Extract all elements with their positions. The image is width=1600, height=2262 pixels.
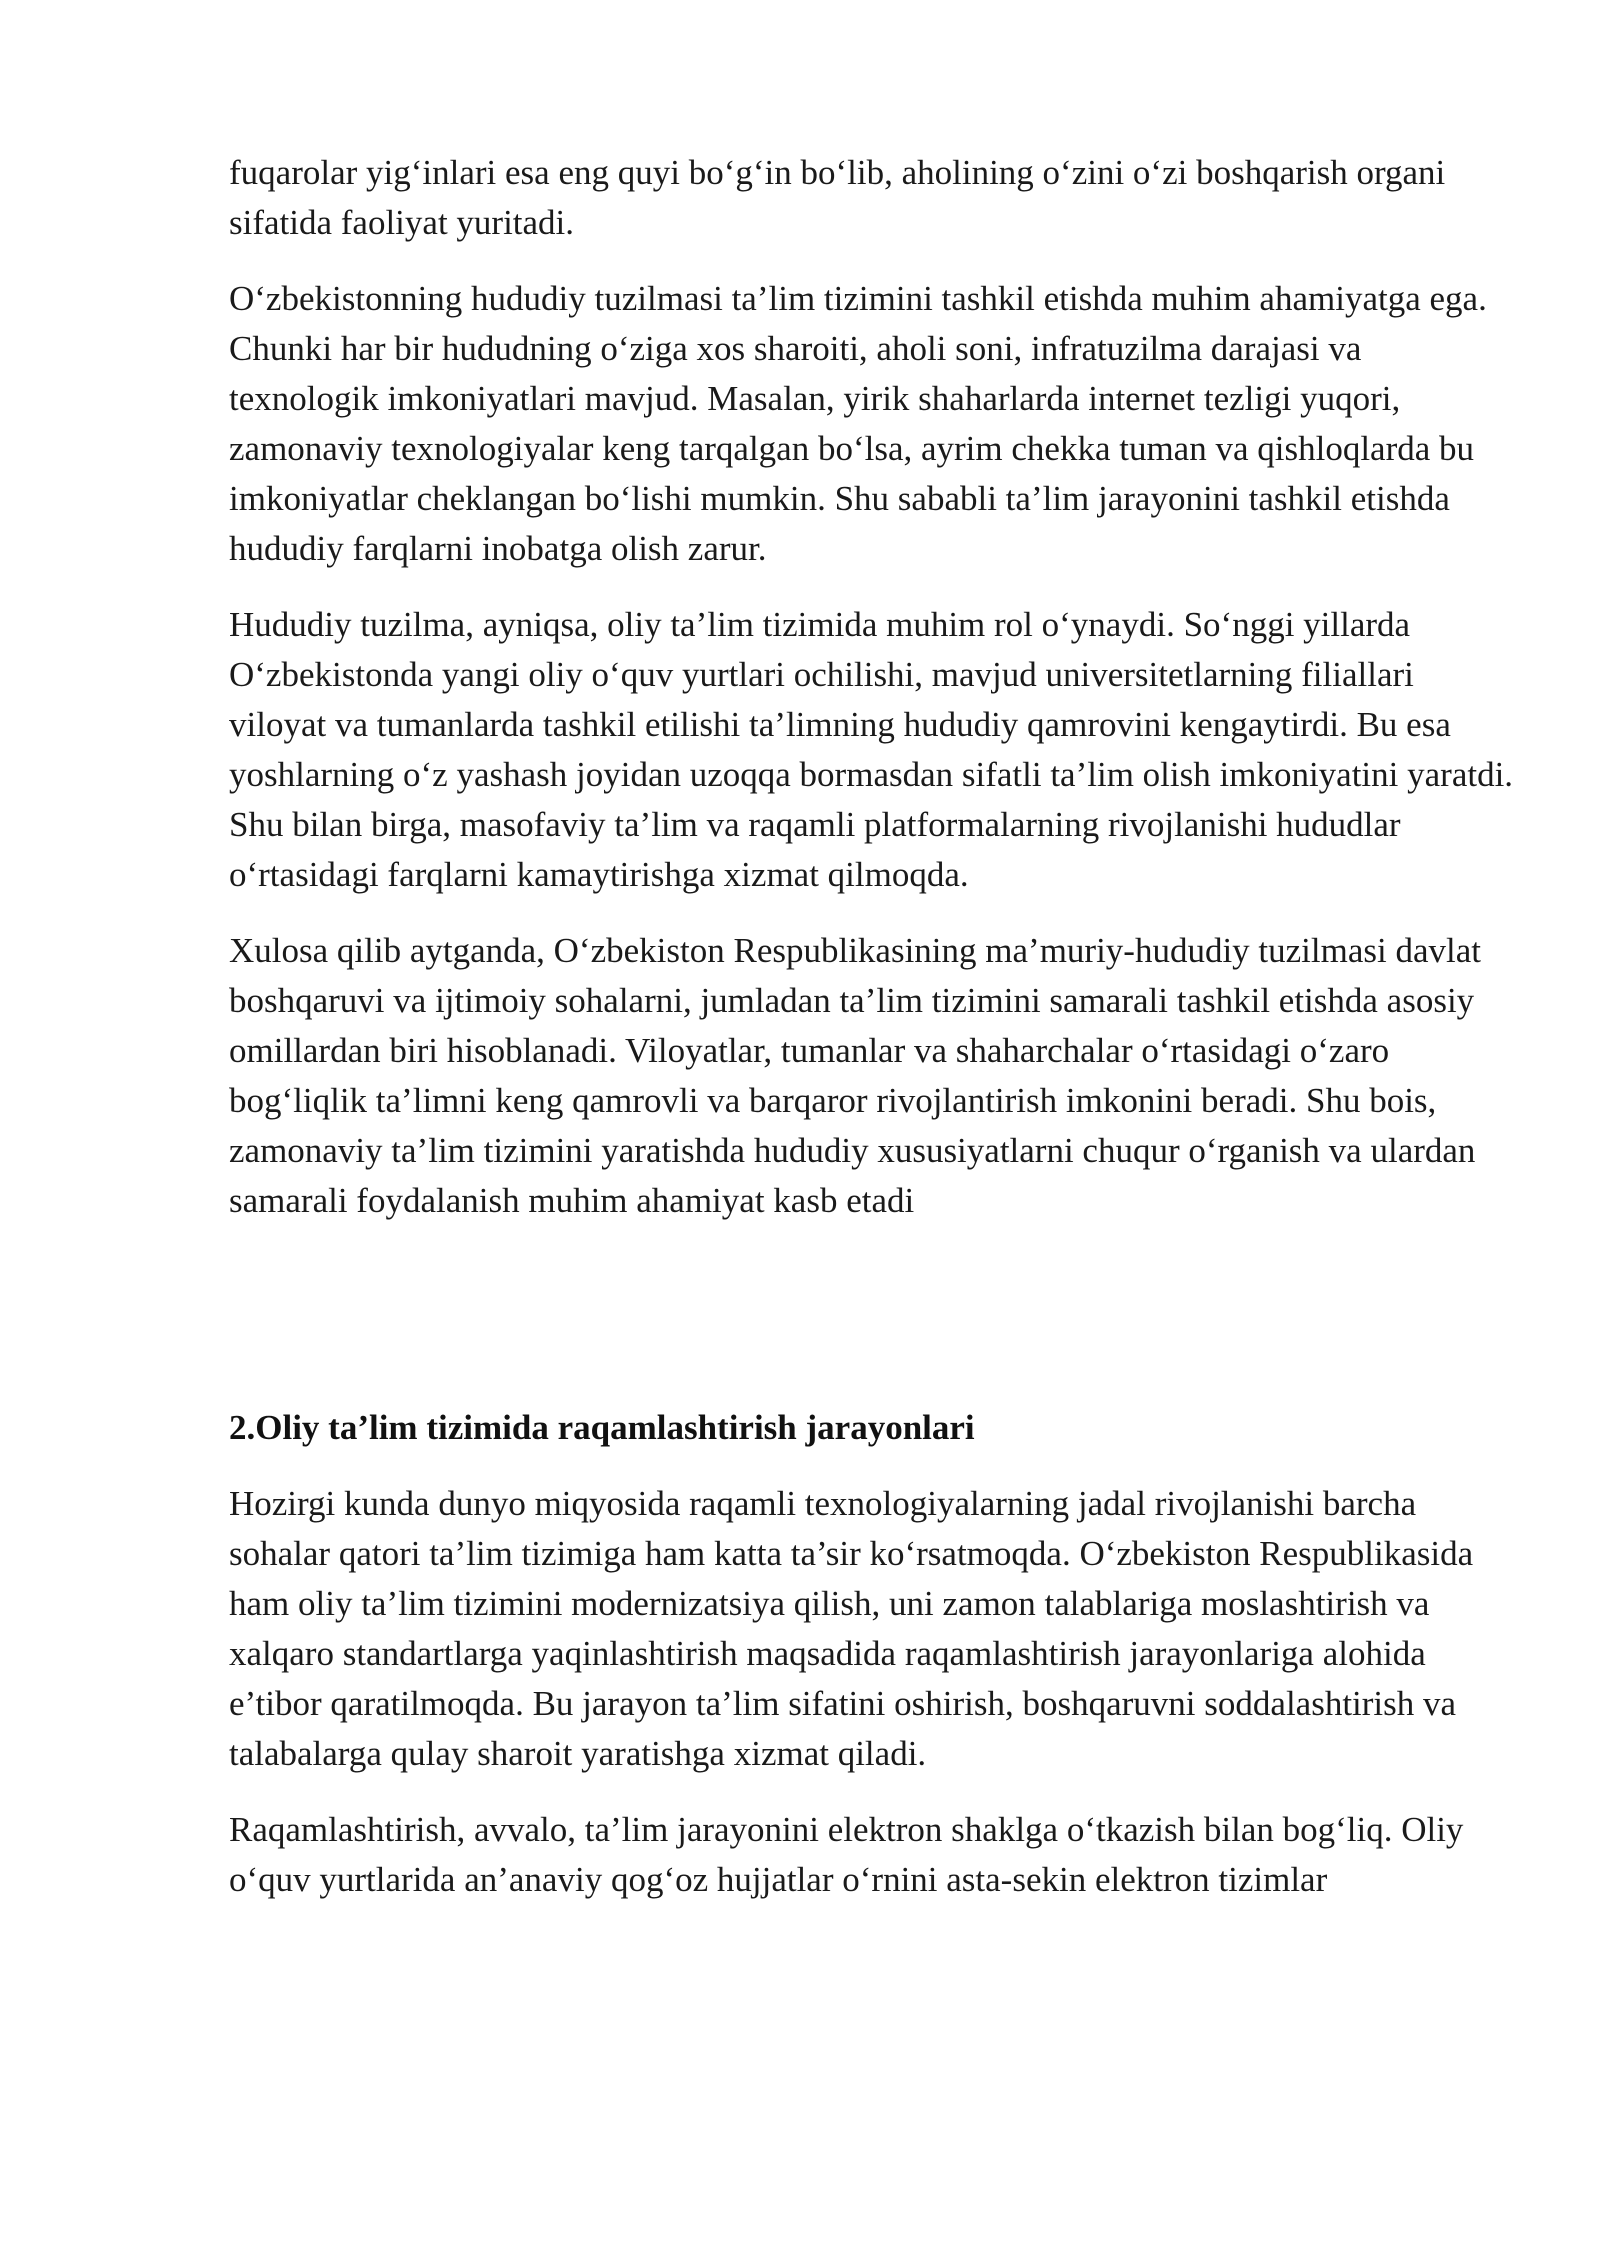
paragraph-territorial-structure: O‘zbekistonning hududiy tuzilmasi ta’lim tizimini tashkil etishda muhim ahamiyatga ega. Chunki har bir hududning o‘ziga xos sharoiti, aholi soni, infratuzilma darajasi va texnologik imkoniyatlari mavjud. Masalan, yirik shaharlarda internet tezligi yuqori, zamonaviy texnologiyalar keng tarqalgan bo‘lsa, ayrim chekka tuman va qishloqlarda bu imkoniyatlar cheklangan bo‘lishi mumkin. Shu sababli ta’lim jarayonini tashkil etishda hududiy farqlarni inobatga olish zarur. xyxy=(229,279,1487,568)
paragraph-digitalization: Raqamlashtirish, avvalo, ta’lim jarayonini elektron shaklga o‘tkazish bilan bog‘liq. Oliy o‘quv yurtlarida an’anaviy qog‘oz hujjatlar o‘rnini asta-sekin elektron tizimlar xyxy=(229,1810,1464,1899)
paragraph-digital-intro: Hozirgi kunda dunyo miqyosida raqamli texnologiyalarning jadal rivojlanishi barcha sohalar qatori ta’lim tizimiga ham katta ta’sir ko‘rsatmoqda. O‘zbekiston Respublikasida ham oliy ta’lim tizimini modernizatsiya qilish, uni zamon talablariga moslashtirish va xalqaro standartlarga yaqinlashtirish maqsadida raqamlashtirish jarayonlariga alohida e’tibor qaratilmoqda. Bu jarayon ta’lim sifatini oshirish, boshqaruvni soddalashtirish va talabalarga qulay sharoit yaratishga xizmat qiladi. xyxy=(229,1484,1474,1773)
paragraph-continuation: fuqarolar yig‘inlari esa eng quyi bo‘g‘in bo‘lib, aholining o‘zini o‘zi boshqarish organi sifatida faoliyat yuritadi. xyxy=(229,153,1446,242)
paragraph-higher-education-role: Hududiy tuzilma, ayniqsa, oliy ta’lim tizimida muhim rol o‘ynaydi. So‘nggi yillarda O‘zbekistonda yangi oliy o‘quv yurtlari ochilishi, mavjud universitetlarning filiallari viloyat va tumanlarda tashkil etilishi ta’limning hududiy qamrovini kengaytirdi. Bu esa yoshlarning o‘z yashash joyidan uzoqqa bormasdan sifatli ta’lim olish imkoniyatini yaratdi. Shu bilan birga, masofaviy ta’lim va raqamli platformalarning rivojlanishi hududlar o‘rtasidagi farqlarni kamaytirishga xizmat qilmoqda. xyxy=(229,605,1514,894)
section-spacer xyxy=(229,1252,1519,1403)
paragraph-conclusion: Xulosa qilib aytganda, O‘zbekiston Respublikasining ma’muriy-hududiy tuzilmasi davlat boshqaruvi va ijtimoiy sohalarni, jumladan ta’lim tizimini samarali tashkil etishda asosiy omillardan biri hisoblanadi. Viloyatlar, tumanlar va shaharchalar o‘rtasidagi o‘zaro bog‘liqlik ta’limni keng qamrovli va barqaror rivojlantirish imkonini beradi. Shu bois, zamonaviy ta’lim tizimini yaratishda hududiy xususiyatlarni chuqur o‘rganish va ulardan samarali foydalanish muhim ahamiyat kasb etadi xyxy=(229,931,1482,1220)
section-heading: 2.Oliy ta’lim tizimida raqamlashtirish jarayonlari xyxy=(229,1408,975,1447)
document-body xyxy=(229,148,1519,1931)
